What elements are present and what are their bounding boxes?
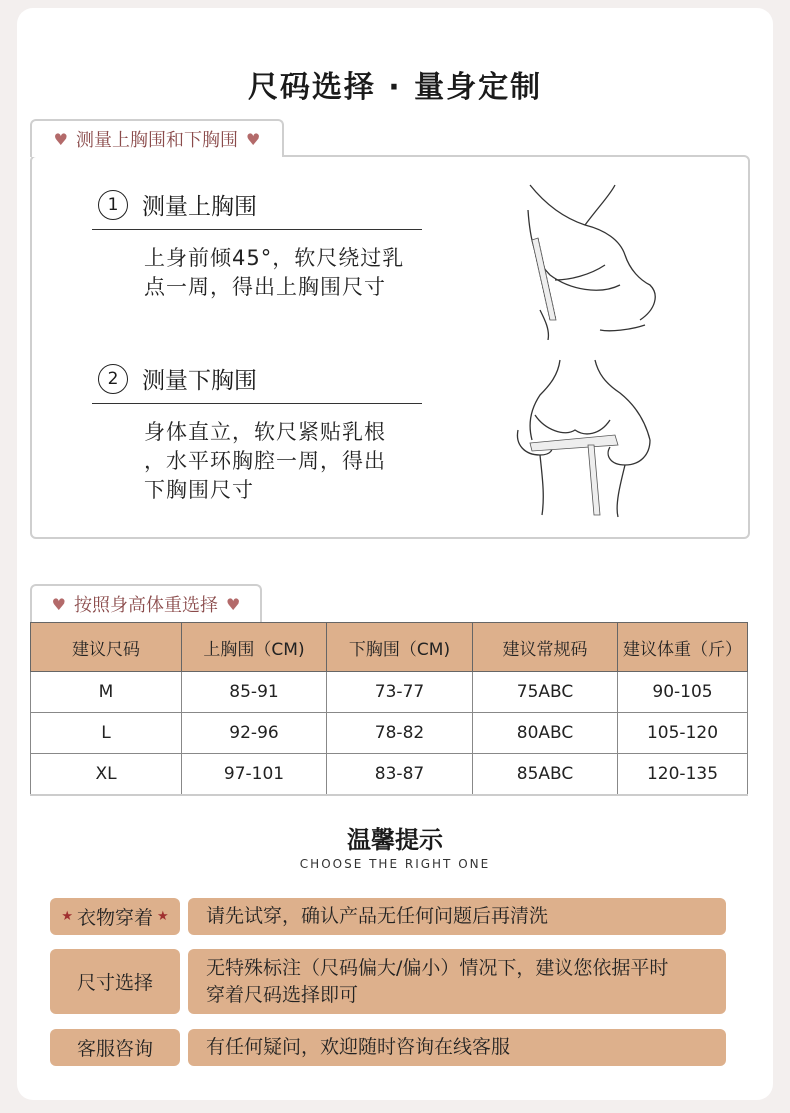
table-row [31, 713, 748, 754]
step-upper-bust [92, 188, 422, 302]
table-cell: 105-120 [618, 713, 748, 754]
heart-icon: ♥ [51, 594, 66, 614]
size-chart-tab [30, 584, 262, 622]
step-text-line: ，水平环胸腔一周，得出 [144, 449, 386, 473]
tip-text-line: 穿着尺码选择即可 [206, 983, 359, 1006]
tip-label-size [50, 949, 180, 1014]
step-number: 2 [98, 364, 128, 394]
table-cell: M [31, 672, 182, 713]
page-title: 尺码选择 · 量身定制 [247, 70, 543, 105]
table-cell: 120-135 [618, 754, 748, 796]
column-header: 上胸围（CM) [182, 623, 327, 672]
table-cell: 75ABC [473, 672, 618, 713]
tip-label-text: 衣物穿着 [76, 907, 153, 929]
step-title: 测量下胸围 [142, 368, 257, 394]
step-text-line: 身体直立，软尺紧贴乳根 [144, 420, 386, 444]
size-table [30, 622, 748, 796]
table-header-row [31, 623, 748, 672]
table-cell: XL [31, 754, 182, 796]
step-number: 1 [98, 190, 128, 220]
heart-icon: ♥ [246, 129, 261, 149]
size-chart-tab-label: 按照身高体重选择 [74, 595, 218, 616]
step-text-line: 下胸围尺寸 [144, 478, 254, 502]
table-cell: 85-91 [182, 672, 327, 713]
heart-icon: ♥ [53, 129, 68, 149]
table-row [31, 672, 748, 713]
tip-label-service [50, 1029, 180, 1066]
upper-bust-illustration [510, 180, 670, 340]
tip-text-service [188, 1029, 726, 1066]
tip-label-wearing [50, 898, 180, 935]
tip-text-line: 有任何疑问，欢迎随时咨询在线客服 [206, 1036, 511, 1058]
heart-icon: ♥ [226, 594, 241, 614]
step-text-line: 点一周，得出上胸围尺寸 [144, 275, 386, 299]
step-title: 测量上胸围 [142, 194, 257, 220]
step-under-bust [92, 362, 422, 505]
tip-label-text: 尺寸选择 [76, 972, 153, 994]
measure-tab [30, 119, 284, 157]
tips-title: 温馨提示 [347, 826, 443, 854]
tip-text-wearing [188, 898, 726, 935]
table-cell: 80ABC [473, 713, 618, 754]
table-cell: 73-77 [327, 672, 473, 713]
column-header: 建议体重（斤） [618, 623, 748, 672]
star-icon: ★ [61, 909, 73, 924]
table-cell: 83-87 [327, 754, 473, 796]
column-header: 建议尺码 [31, 623, 182, 672]
tips-subtitle: CHOOSE THE RIGHT ONE [299, 857, 491, 871]
step-text-line: 上身前倾45°，软尺绕过乳 [144, 246, 405, 270]
column-header: 建议常规码 [473, 623, 618, 672]
tip-text-line: 请先试穿，确认产品无任何问题后再清洗 [206, 905, 549, 927]
table-cell: 97-101 [182, 754, 327, 796]
table-cell: 78-82 [327, 713, 473, 754]
star-icon: ★ [157, 909, 169, 924]
table-cell: 90-105 [618, 672, 748, 713]
tip-label-text: 客服咨询 [76, 1038, 153, 1060]
column-header: 下胸围（CM) [327, 623, 473, 672]
table-cell: 92-96 [182, 713, 327, 754]
tip-text-size [188, 949, 726, 1014]
table-cell: 85ABC [473, 754, 618, 796]
table-row [31, 754, 748, 796]
under-bust-illustration [510, 355, 670, 520]
measure-tab-label: 测量上胸围和下胸围 [76, 130, 238, 151]
table-cell: L [31, 713, 182, 754]
tip-text-line: 无特殊标注（尺码偏大/偏小）情况下，建议您依据平时 [206, 956, 669, 979]
